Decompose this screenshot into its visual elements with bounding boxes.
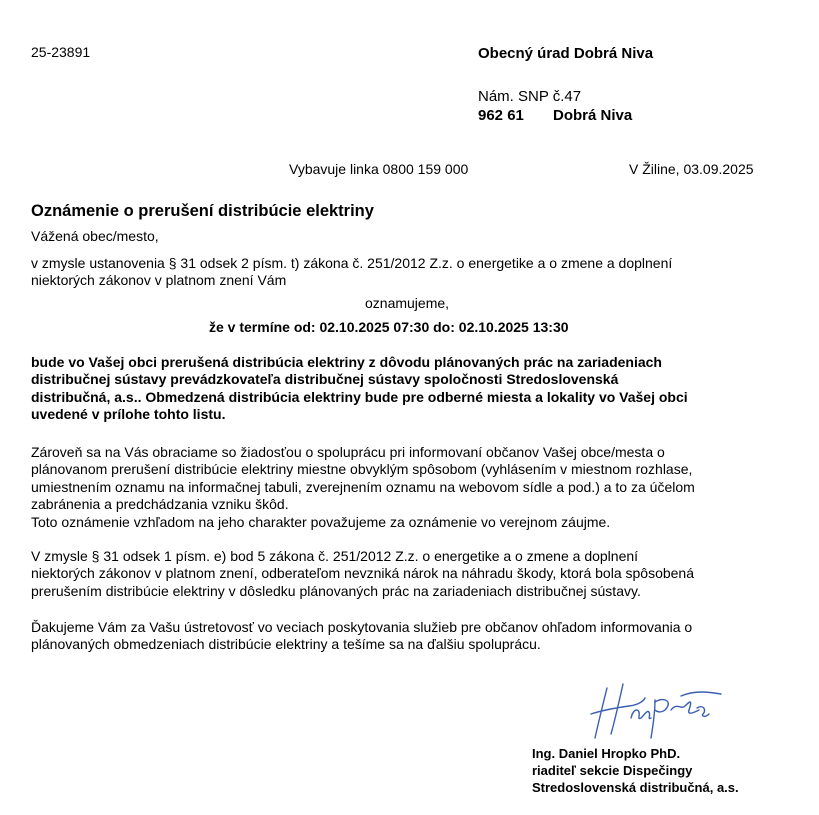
recipient-street: Nám. SNP č.47 (478, 88, 582, 105)
thanks-paragraph (31, 619, 761, 654)
recipient-city: Dobrá Niva (553, 107, 633, 124)
intro-line: v zmysle ustanovenia § 31 odsek 2 písm. t) zákona č. 251/2012 Z.z. o energetike a o zmene a doplnení (31, 255, 673, 271)
thanks-line: plánovaných obmedzeniach distribúcie elektriny a tešíme sa na ďalšiu spoluprácu. (31, 636, 541, 653)
cooperation-line: umiestnením oznamu na informačnej tabuli, zverejnením oznamu na webovom sídle a pod.) a to za účelom (31, 478, 695, 495)
notice-line: distribučná, a.s.. Obmedzená distribúcia elektriny bude pre odberné miesta a lokality vo Vašej obci (31, 388, 688, 405)
place-date: V Žiline, 03.09.2025 (629, 161, 754, 177)
legal-line: niektorých zákonov v platnom znení, odberateľom nevzniká nárok na náhradu škody, ktorá bola spôsobená (31, 565, 695, 582)
letter-title: Oznámenie o prerušení distribúcie elektriny (31, 202, 374, 220)
salutation: Vážená obec/mesto, (31, 228, 159, 244)
outage-notice-paragraph (31, 354, 761, 424)
handwritten-signature (585, 680, 735, 745)
recipient-name: Obecný úrad Dobrá Niva (478, 45, 654, 62)
signatory-block (532, 745, 739, 796)
recipient-postal-code: 962 61 (478, 107, 524, 124)
notice-line: uvedené v prílohe tohto listu. (31, 406, 226, 423)
legal-line: V zmysle § 31 odsek 1 písm. e) bod 5 zákona č. 251/2012 Z.z. o energetike a o zmene a doplnení (31, 548, 639, 564)
cooperation-paragraph (31, 444, 761, 531)
reference-number: 25-23891 (31, 44, 91, 60)
signatory-company: Stredoslovenská distribučná, a.s. (532, 780, 739, 795)
thanks-line: Ďakujeme Vám za Vašu ústretovosť vo veciach poskytovania služieb pre občanov ohľadom informovania o (31, 619, 693, 635)
cooperation-line: zabránenia a predchádzania vzniku škôd. (31, 496, 289, 513)
cooperation-line: Toto oznámenie vzhľadom na jeho charakter považujeme za oznámenie vo verejnom záujme. (31, 513, 611, 530)
announce-text: oznamujeme, (365, 295, 450, 311)
notice-line: distribučnej sústavy prevádzkovateľa distribučnej sústavy spoločnosti Stredoslovenská (31, 371, 619, 388)
intro-paragraph (31, 255, 761, 290)
intro-line: niektorých zákonov v platnom znení Vám (31, 272, 287, 289)
notice-line: bude vo Vašej obci prerušená distribúcia elektriny z dôvodu plánovaných prác na zariadeniach (31, 354, 662, 370)
signatory-name: Ing. Daniel Hropko PhD. (532, 746, 681, 761)
legal-line: prerušením distribúcie elektriny v dôsledku plánovaných prác na zariadeniach distribučnej sústavy. (31, 582, 641, 599)
cooperation-line: Zároveň sa na Vás obraciame so žiadosťou o spoluprácu pri informovaní občanov Vašej obce/mesta o (31, 444, 665, 460)
handled-by: Vybavuje linka 0800 159 000 (289, 161, 469, 177)
outage-term: že v termíne od: 02.10.2025 07:30 do: 02.10.2025 13:30 (209, 319, 569, 335)
cooperation-line: plánovanom prerušení distribúcie elektriny miestne obvyklým spôsobom (vyhlásením v miestnom rozhlase, (31, 461, 693, 478)
signatory-position: riaditeľ sekcie Dispečingy (532, 763, 693, 778)
legal-paragraph (31, 548, 761, 600)
